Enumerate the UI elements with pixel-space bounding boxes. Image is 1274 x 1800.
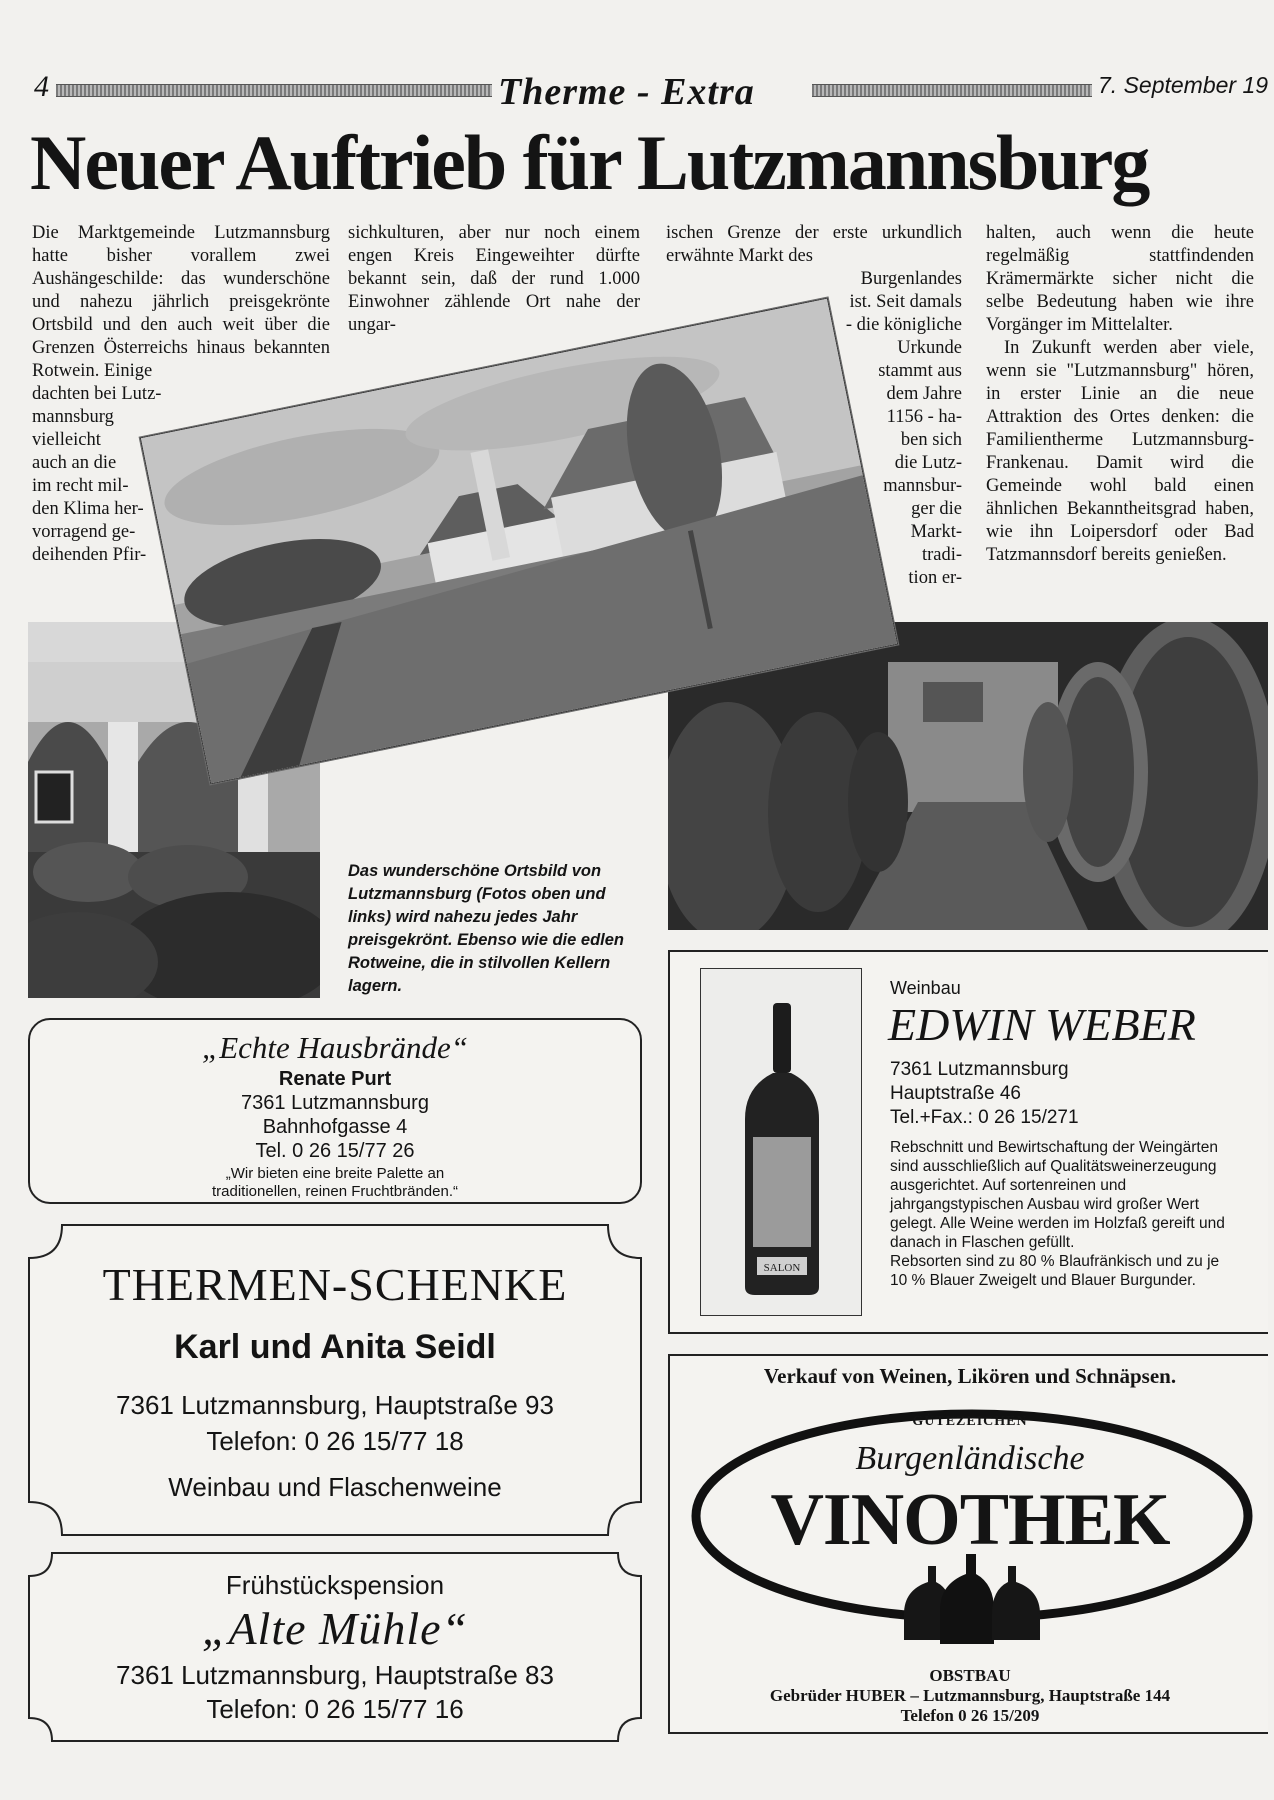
article-col1-line: auch an die [32, 453, 117, 473]
article-col4-p2: In Zukunft werden aber viele, wenn sie "Lutzmannsburg" hören, in erster Linie an die neue Attraktion des Ortes denken: die Familientherme Lutzmannsburg-Frankenau. Damit wird die Gemeinde wohl bald einen ähnlichen Bekanntheitsgrad haben, wie ihn Loipersdorf oder Bad Tatzmannsdorf bereits genießen. [986, 338, 1254, 565]
ad-hausbraende-title: „Echte Hausbrände“ [201, 1030, 469, 1065]
article-col1-line: deihenden Pfir- [32, 545, 147, 565]
ad-schenke-services: Weinbau und Flaschenweine [168, 1472, 502, 1502]
article-col3-line: mannsbur- [883, 476, 962, 496]
ad-weber-phone: Tel.+Fax.: 0 26 15/271 [890, 1107, 1079, 1128]
article-col3-line: Urkunde [897, 338, 962, 358]
ad-hausbraende-phone: Tel. 0 26 15/77 26 [255, 1140, 415, 1162]
ad-muehle-type: Frühstückspension [225, 1570, 445, 1600]
ad-weber-desc-2: Rebsorten sind zu 80 % Blaufränkisch und zu je 10 % Blauer Zweigelt und Blauer Burgunder. [890, 1253, 1220, 1289]
article-col3-line: dem Jahre [886, 384, 962, 404]
ad-vinothek-phone: Telefon 0 26 15/209 [900, 1706, 1040, 1725]
ad-vinothek-tagline: Verkauf von Weinen, Likören und Schnäpsen. [763, 1364, 1177, 1388]
article-col3-line: 1156 - ha- [886, 407, 962, 427]
ad-vinothek-seal: GÜTEZEICHEN [912, 1414, 1028, 1429]
article-col4-p1: halten, auch wenn die heute regelmäßig stattfindenden Krämermärkte sicher nicht die selbe Bedeutung haben wie ihre Vorgänger im Mittelalter. [986, 223, 1254, 335]
article-col1-line: vielleicht [32, 430, 101, 450]
ad-hausbraende-slogan-1: „Wir bieten eine breite Palette an [225, 1165, 445, 1182]
ad-hausbraende-city: 7361 Lutzmannsburg [241, 1092, 429, 1114]
article-col3-line: tradi- [921, 545, 962, 565]
ad-schenke-phone: Telefon: 0 26 15/77 18 [206, 1426, 464, 1456]
ad-weber-description [890, 1138, 1235, 1290]
article-col1-line: im recht mil- [32, 476, 129, 496]
ad-thermen-schenke [28, 1224, 642, 1536]
headline: Neuer Auftrieb für Lutzmannsburg [30, 119, 1149, 206]
article-col3-line: tion er- [908, 568, 962, 588]
article-col1-text: Die Marktgemeinde Lutzmannsburg hatte bisher vorallem zwei Aushängeschilde: das wunderschöne und nahezu jährlich preisgekrönte Ortsbild und den auch weit über die Grenzen Österreichs hinaus bekannten Rotwein. Einige [32, 223, 330, 381]
ad-vinothek [668, 1354, 1268, 1734]
wine-bottle-photo [700, 968, 862, 1316]
ad-hausbraende-slogan-2: traditionellen, reinen Fruchtbränden.“ [212, 1183, 458, 1200]
ad-hausbraende-street: Bahnhofgasse 4 [262, 1116, 408, 1138]
vinothek-bottles-icon [904, 1554, 1040, 1644]
ad-weber-city: 7361 Lutzmannsburg [890, 1059, 1069, 1080]
photo-caption: Das wunderschöne Ortsbild von Lutzmannsburg (Fotos oben und links) wird nahezu jedes Jahr preisgekrönt. Ebenso wie die edlen Rotweine, die in stilvollen Kellern lagern. [348, 862, 624, 995]
bottle-label: SALON [763, 1262, 801, 1274]
article-column-2 [348, 222, 640, 337]
article-col3-line: ist. Seit damals [849, 292, 962, 312]
article-col3-line: - die königliche [845, 315, 962, 335]
ad-vinothek-address: Gebrüder HUBER – Lutzmannsburg, Hauptstraße 144 [769, 1686, 1171, 1705]
article-col1-line: vorragend ge- [32, 522, 136, 542]
issue-date: 7. September 19 [1098, 72, 1269, 98]
ad-schenke-address: 7361 Lutzmannsburg, Hauptstraße 93 [116, 1390, 554, 1420]
ad-muehle-address: 7361 Lutzmannsburg, Hauptstraße 83 [116, 1660, 554, 1690]
ad-vinothek-sub: OBSTBAU [929, 1666, 1011, 1685]
ad-hausbraende [28, 1018, 642, 1204]
ad-edwin-weber [668, 950, 1268, 1334]
header-rule-left [56, 84, 492, 97]
article-col3-line: ben sich [900, 430, 962, 450]
article-col3-line: Burgenlandes [860, 269, 962, 289]
header-rule-right [812, 84, 1092, 97]
article-col1-line: dachten bei Lutz- [32, 384, 162, 404]
article-col3-line: ger die [911, 499, 962, 519]
ad-weber-desc-1: Rebschnitt und Bewirtschaftung der Weingärten sind ausschließlich auf Qualitätsweinerzeugung ausgerichtet. Auf sortenreinen und jahrgangstypischen Ausbau wird großer Wert gelegt. Alle Weine werden im Holzfaß gereift und danach in Flaschen gefüllt. [890, 1139, 1225, 1251]
ad-vinothek-script: Burgenländische [855, 1440, 1085, 1477]
ad-vinothek-name: VINOTHEK [770, 1479, 1170, 1561]
ad-weber-category: Weinbau [890, 978, 961, 998]
article-col3-text: ischen Grenze der erste urkundlich erwähnte Markt des [666, 223, 962, 266]
article-col3-line: stammt aus [878, 361, 962, 381]
ad-schenke-title: THERMEN-SCHENKE [102, 1259, 568, 1310]
ad-schenke-owners: Karl und Anita Seidl [174, 1328, 496, 1366]
ad-alte-muehle [28, 1552, 642, 1742]
article-col1-line: den Klima her- [32, 499, 144, 519]
masthead: Therme - Extra [498, 71, 755, 113]
article-col3-line: Markt- [910, 522, 962, 542]
ad-muehle-name: „Alte Mühle“ [201, 1603, 469, 1654]
ad-hausbraende-name: Renate Purt [278, 1068, 392, 1090]
ad-weber-street: Hauptstraße 46 [890, 1083, 1021, 1104]
article-col3-line: die Lutz- [894, 453, 962, 473]
article-col1-line: mannsburg [32, 407, 114, 427]
article-column-4 [986, 222, 1254, 567]
page-number: 4 [34, 70, 49, 103]
article-col2-text: sichkulturen, aber nur noch einem engen Kreis Eingeweihter dürfte bekannt sein, daß der rund 1.000 Einwohner zählende Ort nahe der ungar- [348, 223, 640, 335]
wine-bottle-icon [701, 969, 861, 1315]
ad-muehle-phone: Telefon: 0 26 15/77 16 [206, 1694, 464, 1724]
ad-weber-name: EDWIN WEBER [888, 999, 1196, 1050]
